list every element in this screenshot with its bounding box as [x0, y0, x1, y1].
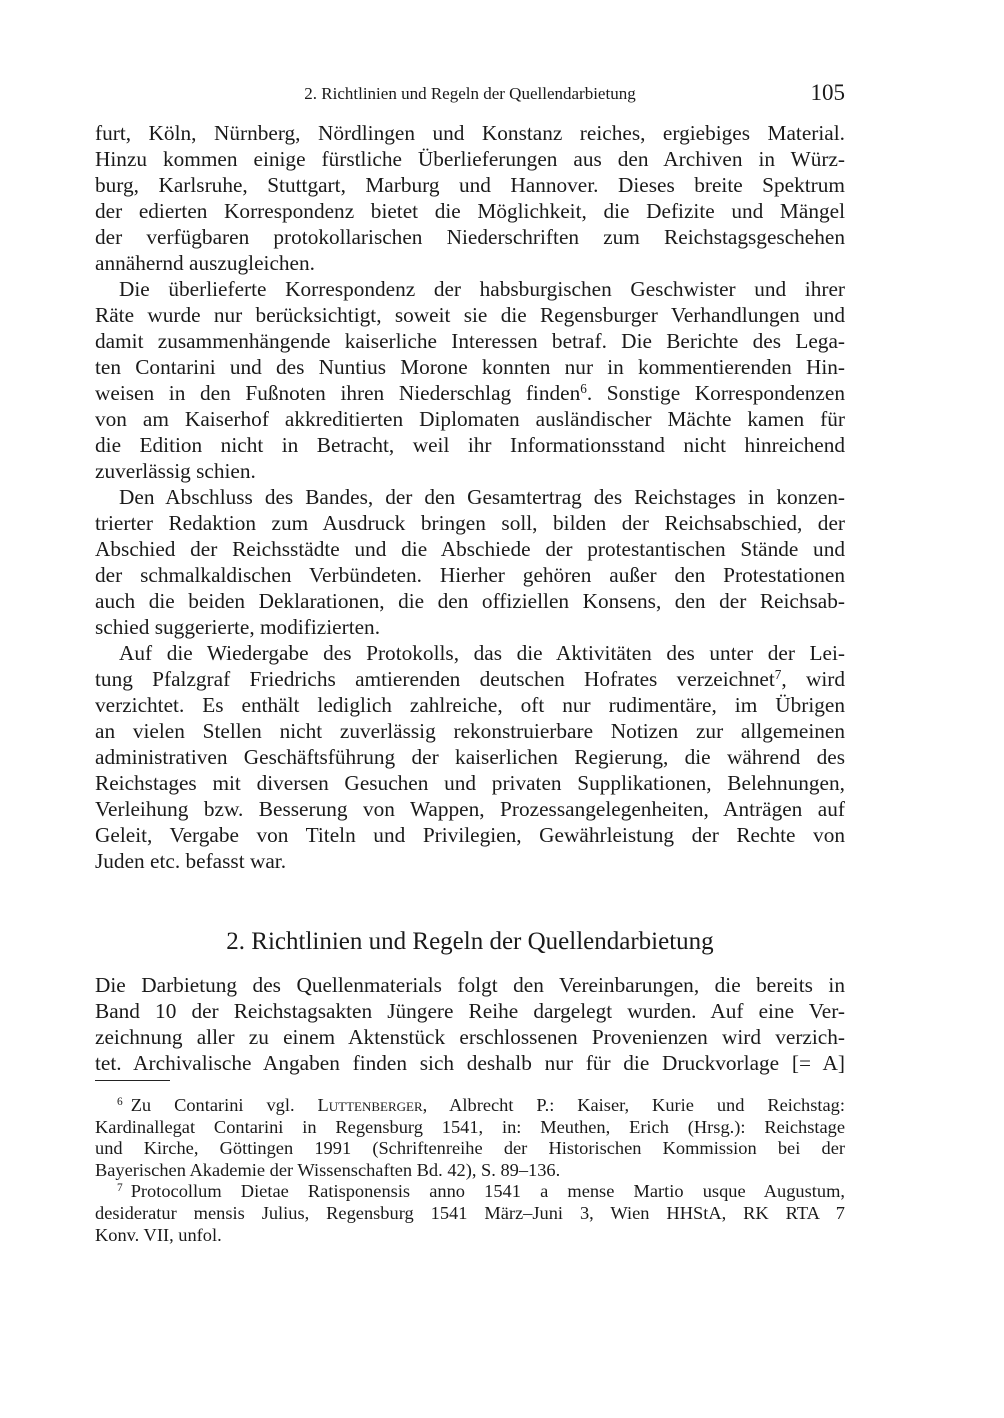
footnote [95, 1181, 845, 1246]
text-line: und Kirche, Göttingen 1991 (Schriftenreihe der Historischen Kommission bei der [95, 1138, 845, 1159]
text-line [95, 1181, 845, 1203]
text-segment: Zu Contarini vgl. [130, 1095, 318, 1115]
page-number: 105 [810, 80, 845, 105]
footnote-marker: 7 [117, 1182, 123, 1195]
paragraph [95, 972, 845, 1076]
text-line [95, 380, 845, 406]
footnote-marker: 6 [580, 380, 587, 396]
text-line: der edierten Korrespondenz bietet die Möglichkeit, die Defizite und Mängel [95, 199, 845, 223]
text-line: trierter Redaktion zum Ausdruck bringen soll, bilden der Reichsabschied, der [95, 511, 845, 535]
footnote-marker: 7 [774, 666, 782, 682]
text-segment: Protocollum Dietae Ratisponensis anno 1541 a mense Martio usque Augustum, [130, 1181, 845, 1202]
text-line: Reichstages mit diversen Gesuchen und privaten Supplikationen, Belehnungen, [95, 771, 845, 795]
paragraph [95, 120, 845, 276]
text-line: Bayerischen Akademie der Wissenschaften Bd. 42), S. 89–136. [95, 1159, 561, 1180]
text-line: Die Darbietung des Quellenmaterials folgt den Vereinbarungen, die bereits in [95, 973, 845, 997]
author-name: Luttenberger [317, 1095, 423, 1115]
text-line: tet. Archivalische Angaben finden sich deshalb nur für die Druckvorlage [= A] [95, 1051, 845, 1075]
text-segment: weisen in den Fußnoten ihren Niederschlag finden [95, 381, 581, 405]
text-line: Verleihung bzw. Besserung von Wappen, Prozessangelegenheiten, Anträgen auf [95, 797, 845, 821]
text-line: Auf die Wiedergabe des Protokolls, das die Aktivitäten des unter der Lei- [119, 641, 845, 665]
text-segment: , Albrecht P.: Kaiser, Kurie und Reichstag: [422, 1095, 845, 1115]
text-line: Räte wurde nur berücksichtigt, soweit sie die Regensburger Verhandlungen und [95, 303, 845, 327]
text-segment: tung Pfalzgraf Friedrichs amtierenden deutschen Hofrates verzeichnet [95, 667, 775, 691]
text-line: Hinzu kommen einige fürstliche Überlieferungen aus den Archiven in Würz- [95, 147, 845, 171]
text-line: administrativen Geschäftsführung der kaiserlichen Regierung, die während des [95, 745, 845, 769]
text-line: schied suggerierte, modifizierten. [95, 615, 381, 639]
text-line: burg, Karlsruhe, Stuttgart, Marburg und Hannover. Dieses breite Spektrum [95, 173, 845, 197]
text-line: Geleit, Vergabe von Titeln und Privilegien, Gewährleistung der Rechte von [95, 823, 845, 847]
text-line: an vielen Stellen nicht zuverlässig rekonstruierbare Notizen zur allgemeinen [95, 719, 845, 743]
text-line: zuverlässig schien. [95, 459, 256, 483]
text-line: Die überlieferte Korrespondenz der habsburgischen Geschwister und ihrer [119, 277, 845, 301]
text-line: annähernd auszugleichen. [95, 251, 315, 275]
text-line: desideratur mensis Julius, Regensburg 1541 März–Juni 3, Wien HHStA, RK RTA 7 [95, 1202, 845, 1223]
text-line: zeichnung aller zu einem Aktenstück erschlossenen Provenienzen wird verzich- [95, 1025, 845, 1049]
text-line: Abschied der Reichsstädte und die Abschiede der protestantischen Stände und [95, 537, 845, 561]
text-line: auch die beiden Deklarationen, die den offiziellen Konsens, den der Reichsab- [95, 589, 845, 613]
text-line: Den Abschluss des Bandes, der den Gesamtertrag des Reichstages in konzen- [119, 485, 845, 509]
section-heading: 2. Richtlinien und Regeln der Quellendarbietung [226, 928, 714, 955]
paragraph [95, 276, 845, 484]
text-line: damit zusammenhängende kaiserliche Interessen betraf. Die Berichte des Lega- [95, 329, 845, 353]
text-line: Kardinallegat Contarini in Regensburg 1541, in: Meuthen, Erich (Hrsg.): Reichstage [95, 1116, 845, 1137]
text-line [95, 666, 845, 692]
text-line: der schmalkaldischen Verbündeten. Hierher gehören außer den Protestationen [95, 563, 845, 587]
paragraph [95, 484, 845, 640]
text-line: ten Contarini und des Nuntius Morone konnten nur in kommentierenden Hin- [95, 355, 845, 379]
running-head-title: 2. Richtlinien und Regeln der Quellendarbietung [304, 84, 636, 103]
footnote [95, 1095, 845, 1181]
body-text-bottom [95, 972, 845, 1076]
text-segment: . Sonstige Korrespondenzen [586, 381, 845, 405]
paragraph [95, 640, 845, 874]
footnote-marker: 6 [117, 1095, 123, 1108]
text-line [95, 1095, 845, 1117]
text-line: die Edition nicht in Betracht, weil ihr Informationsstand nicht hinreichend [95, 433, 845, 457]
footnote-rule [95, 1080, 170, 1081]
body-text-top [95, 120, 845, 874]
text-line: der verfügbaren protokollarischen Niederschriften zum Reichstagsgeschehen [95, 225, 845, 249]
text-line: Konv. VII, unfol. [95, 1224, 222, 1245]
running-head [95, 80, 845, 108]
text-segment: , wird [781, 667, 845, 691]
text-line: Band 10 der Reichstagsakten Jüngere Reihe dargelegt wurden. Auf eine Ver- [95, 999, 845, 1023]
text-line: furt, Köln, Nürnberg, Nördlingen und Konstanz reiches, ergiebiges Material. [95, 121, 845, 145]
footnotes [95, 1095, 845, 1246]
text-line: verzichtet. Es enthält lediglich zahlreiche, oft nur rudimentäre, im Übrigen [95, 693, 845, 717]
text-line: von am Kaiserhof akkreditierten Diplomaten ausländischer Mächte kamen für [95, 407, 845, 431]
text-line: Juden etc. befasst war. [95, 849, 287, 873]
